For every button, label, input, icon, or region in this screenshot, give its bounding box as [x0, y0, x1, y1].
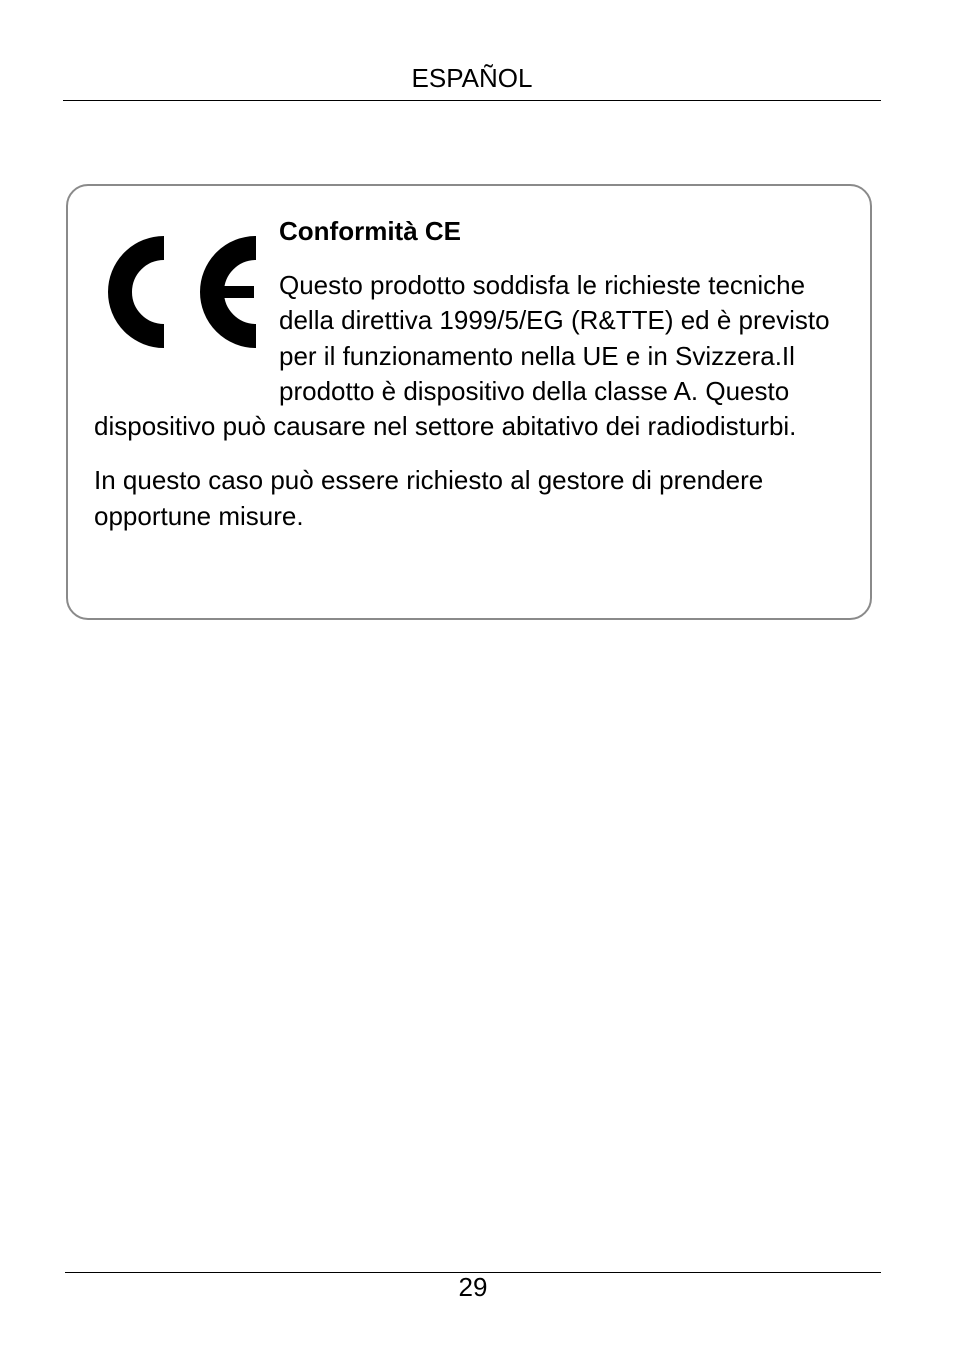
page-header-title: ESPAÑOL [411, 63, 533, 93]
header-divider [63, 100, 881, 101]
notice-heading: Conformità CE [279, 216, 461, 246]
notice-paragraph-1: Questo prodotto soddisfa le richieste tecniche della direttiva 1999/5/EG (R&TTE) ed è previsto per il funzionamento nella UE e in Svizzera.Il prodotto è dispositivo della classe A. Questo dispositivo può causare nel settore abitativo dei radiodisturbi. [94, 270, 830, 442]
logo-spacer [94, 268, 279, 374]
notice-paragraph-2: In questo caso può essere richiesto al gestore di prendere opportune misure. [94, 465, 764, 531]
notice-body [94, 268, 864, 534]
page-number: 29 [458, 1272, 488, 1302]
